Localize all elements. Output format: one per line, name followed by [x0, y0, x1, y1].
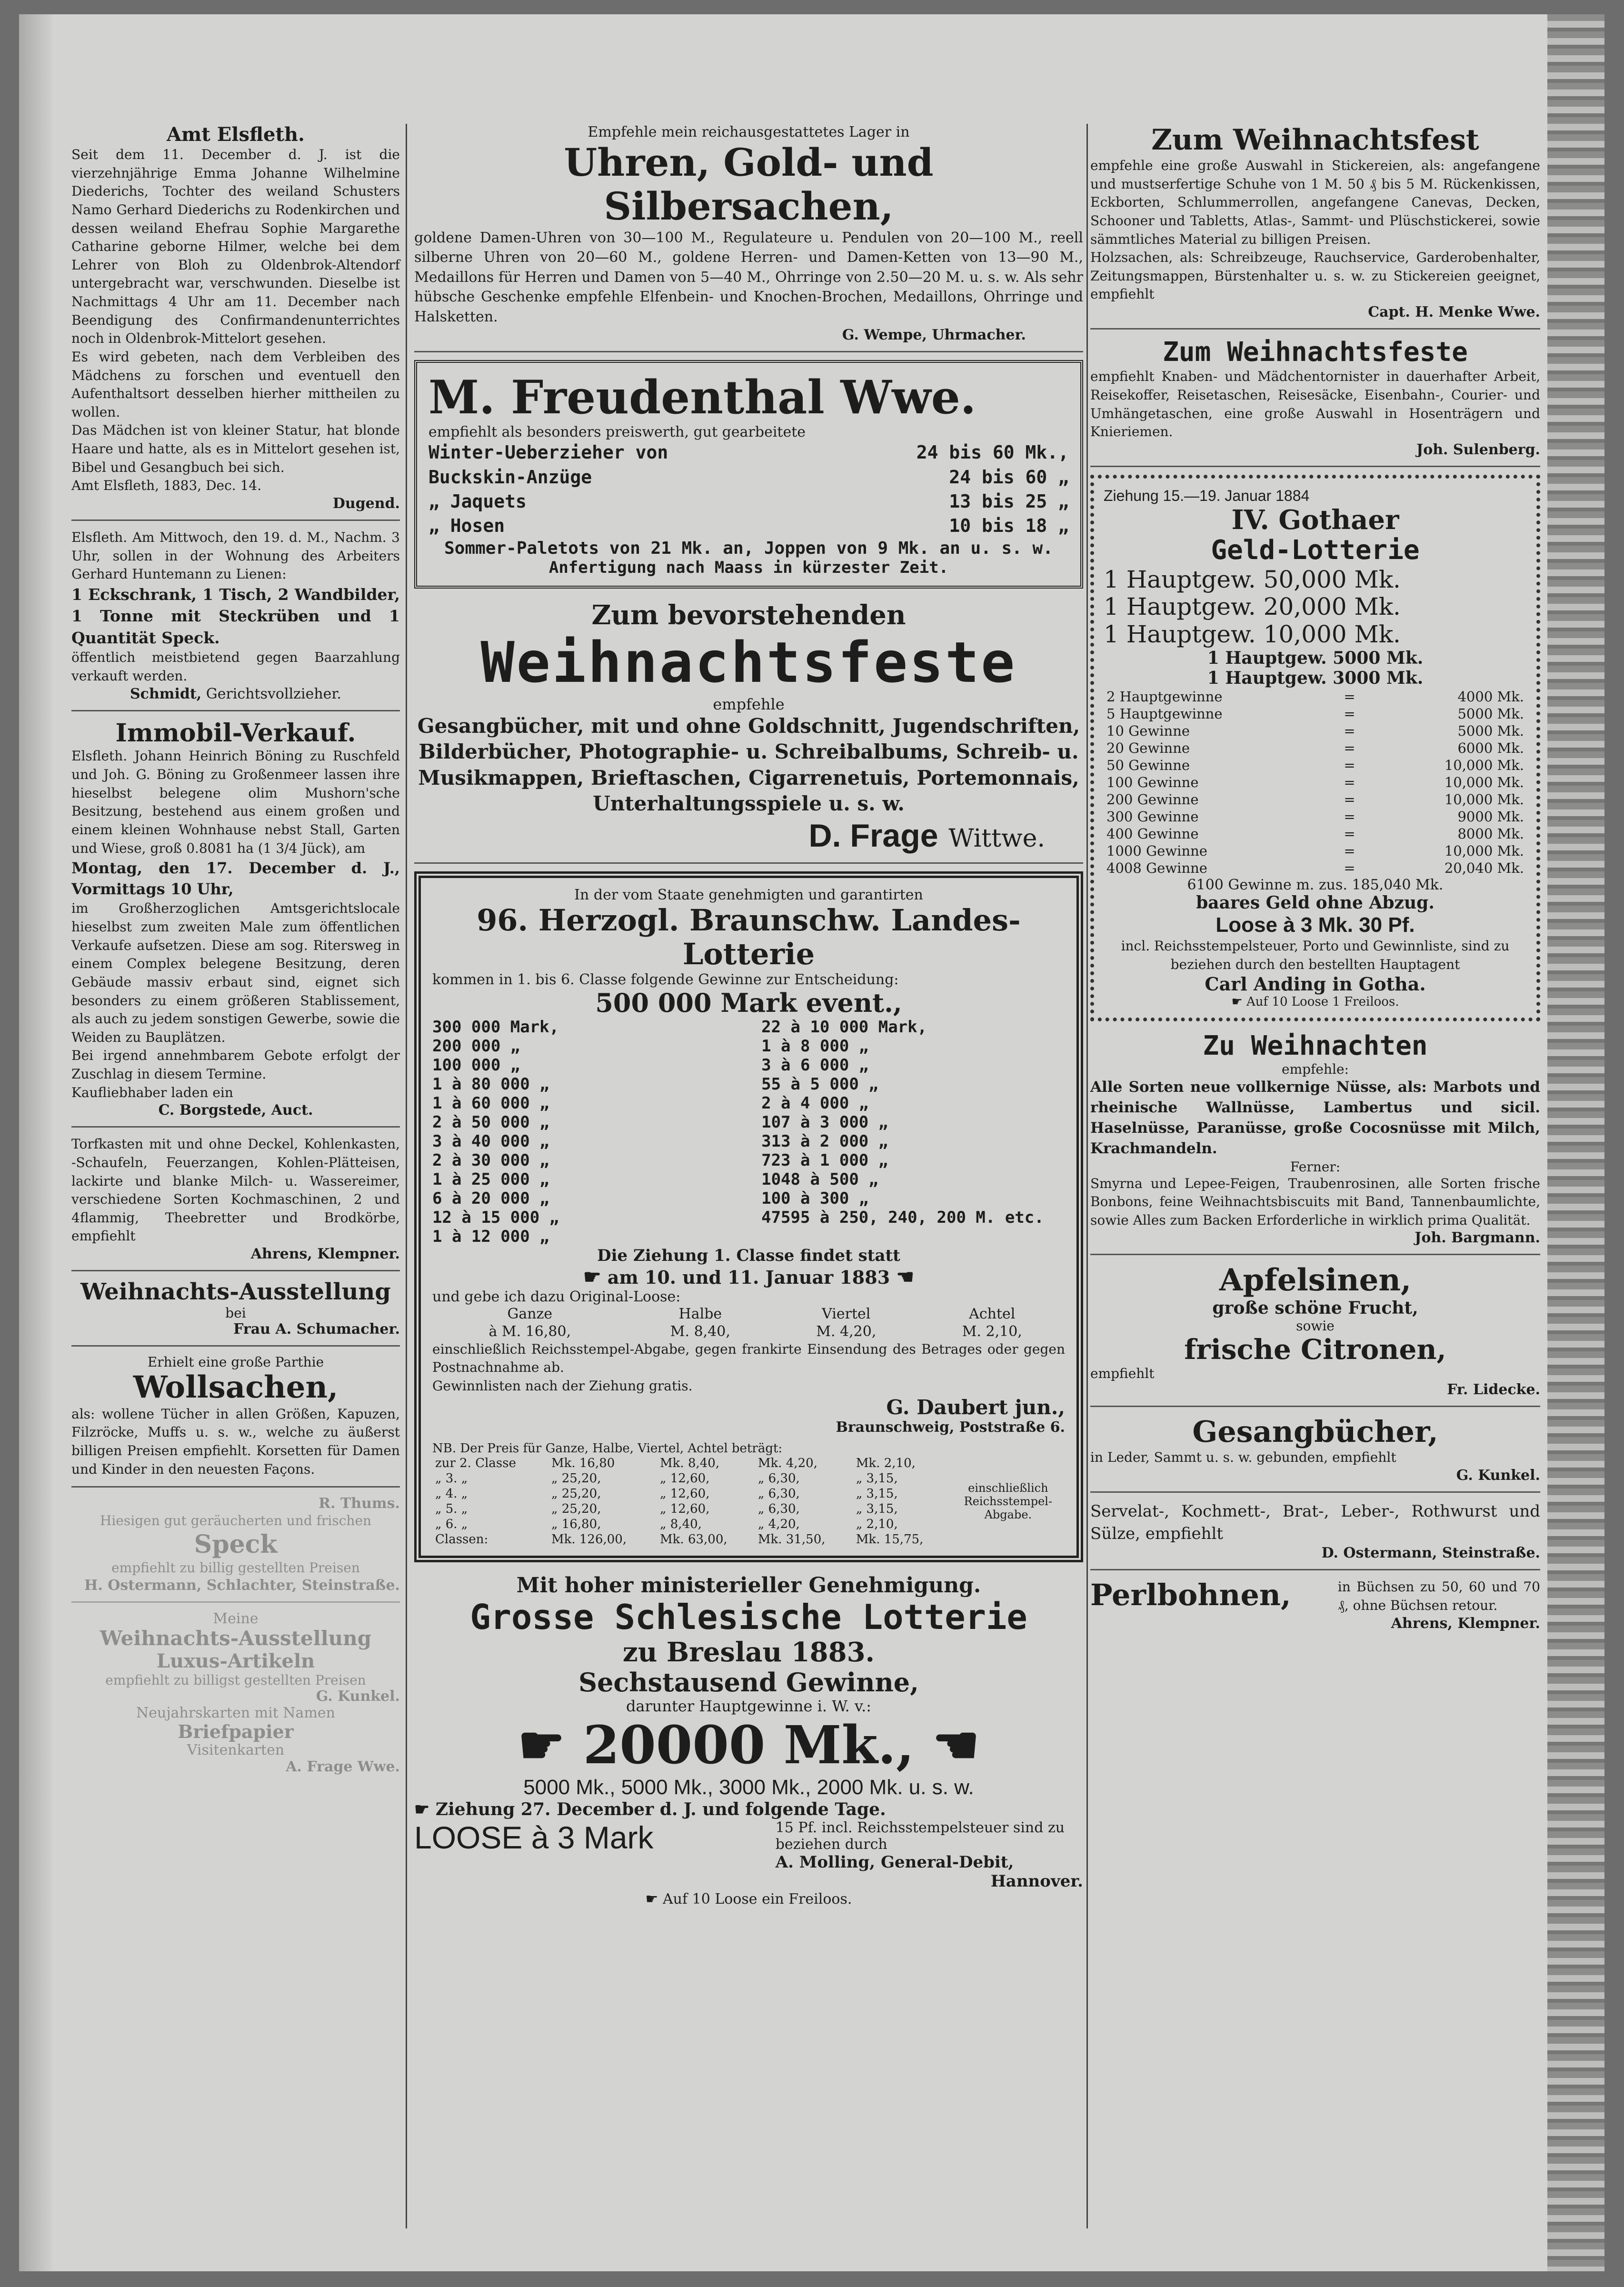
- ad-signature: Hannover.: [990, 1871, 1083, 1891]
- ad-text: Bei irgend annehmbarem Gebote erfolgt der Zuschlag in diesem Termine.: [71, 1048, 400, 1082]
- ad-heading: Weihnachtsfeste: [480, 629, 1017, 695]
- ad-text: Elsfleth. Am Mittwoch, den 19. d. M., Nachm. 3 Uhr, sollen in der Wohnung des Arbeiters Gerhard Huntemann zu Lienen:: [71, 529, 400, 582]
- prize-entry: 1 à 8 000 „: [761, 1036, 869, 1056]
- ad-heading: Wollsachen,: [133, 1369, 339, 1406]
- table-cell: „ 25,20,: [551, 1486, 601, 1501]
- ad-text: Meine: [213, 1610, 259, 1628]
- ad-freudenthal: [414, 360, 1083, 589]
- ad-text: Gewinnlisten nach der Ziehung gratis.: [432, 1378, 693, 1394]
- table-cell: 300 Gewinne: [1106, 809, 1199, 825]
- price-row: Winter-Ueberzieher von 24 bis 60 Mk.,: [428, 442, 1069, 463]
- table-cell: Mk. 31,50,: [757, 1532, 826, 1547]
- ad-sub: Ferner:: [1290, 1158, 1341, 1175]
- ad-heading: frische Citronen,: [1184, 1333, 1446, 1366]
- prize-entry: 1 à 80 000 „: [432, 1074, 549, 1094]
- ad-signature: Braunschweig, Poststraße 6.: [836, 1418, 1065, 1436]
- ad-watches-wempe: [414, 124, 1083, 352]
- ad-signature: G. Wempe, Uhrmacher.: [842, 326, 1026, 343]
- ad-wool-goods: [71, 1354, 400, 1488]
- prize-entry: 313 à 2 000 „: [761, 1131, 888, 1151]
- ad-braunschweig-lottery: [414, 871, 1083, 1562]
- ad-signature: A. Molling, General-Debit,: [775, 1852, 1014, 1872]
- hand-icon: ☛: [1231, 995, 1243, 1009]
- prize-entry: 1048 à 500 „: [761, 1169, 878, 1189]
- table-cell: =: [1344, 723, 1355, 739]
- prize-entry: 2 à 30 000 „: [432, 1150, 549, 1170]
- column-left: [71, 124, 400, 1790]
- main-prizes: [1104, 566, 1527, 649]
- table-cell: =: [1344, 809, 1355, 825]
- nb-line: NB. Der Preis für Ganze, Halbe, Viertel, Achtel beträgt:: [432, 1441, 783, 1456]
- prize-entry: 100 à 300 „: [761, 1188, 869, 1208]
- table-row: [1104, 791, 1527, 808]
- table-cell: 20 Gewinne: [1106, 740, 1190, 757]
- price-header: Achtel: [969, 1305, 1016, 1322]
- prize-entry: 12 à 15 000 „: [432, 1208, 559, 1227]
- table-note: einschließlich Reichsstempel-Abgabe.: [964, 1481, 1053, 1521]
- ad-sub: empfehle:: [1282, 1061, 1349, 1078]
- table-cell: =: [1344, 689, 1355, 705]
- ad-foot: ☛ Auf 10 Loose ein Freiloos.: [645, 1890, 852, 1907]
- ad-lead: Mit hoher ministerieller Genehmigung.: [516, 1573, 981, 1598]
- class-price-table: [432, 1456, 951, 1547]
- prize-entry: 22 à 10 000 Mark,: [761, 1017, 927, 1037]
- prize-entry: 1 à 60 000 „: [432, 1093, 549, 1113]
- ad-signature: Capt. H. Menke Wwe.: [1368, 304, 1540, 320]
- ad-silesian-lottery: [414, 1574, 1083, 1915]
- draw-date: ☛ am 10. und 11. Januar 1883 ☚: [583, 1265, 915, 1288]
- ad-signature: Joh. Bargmann.: [1415, 1229, 1540, 1247]
- table-cell: Classen:: [435, 1532, 488, 1547]
- ad-sub: zu Breslau 1883.: [622, 1636, 875, 1668]
- price-table: [432, 1305, 1065, 1340]
- ad-signature: Dugend.: [332, 495, 400, 512]
- table-cell: „ 6,30,: [757, 1471, 800, 1486]
- table-row: [1104, 859, 1527, 877]
- prize-entry: 107 à 3 000 „: [761, 1112, 888, 1132]
- ad-vendor: [776, 1819, 1083, 1891]
- table-cell: 4008 Gewinne: [1106, 860, 1207, 877]
- ad-text: darunter Hauptgewinne i. W. v.:: [626, 1697, 872, 1716]
- ad-heading: Perlbohnen,: [1090, 1578, 1291, 1613]
- ad-menke: [1090, 124, 1540, 330]
- ad-text: goldene Damen-Uhren von 30—100 M., Regulateure u. Pendulen von 20—100 M., reell silberne Uhren von 20—60 M., goldene Herren- und Damen-Ketten von 13—90 M., Medaillons für Herren und Damen von 5—40 M., Ohrringe von 2.50—20 M. u. s. w. Als sehr hübsche Geschenke empfehle Elfenbein- und Knochen-Brochen, Medaillons, Ohrringe und Halsketten.: [414, 230, 1083, 325]
- ad-text: Anfertigung nach Maass in kürzester Zeit.: [548, 558, 949, 577]
- ad-text: empfehle eine große Auswahl in Stickereien, als: angefangene und mustserfertige Schuhe von 1 M. 50 ₰ bis 5 M. Rückenkissen, Eckborten, Schlummerrollen, angefangene Canevas, Decken, Schooner und Tabletts, Atlas-, Sammt- und Plüschstickerei, sowie sämmtliches Material zu billigen Preisen.: [1090, 158, 1540, 247]
- table-cell: 200 Gewinne: [1106, 791, 1199, 808]
- ad-heading: Weihnachts-Ausstellung: [80, 1278, 391, 1306]
- ad-sub: Sechstausend Gewinne,: [578, 1667, 919, 1698]
- ad-signature: Fr. Lidecke.: [1447, 1381, 1540, 1398]
- ad-text: Holzsachen, als: Schreibzeuge, Rauchservice, Garderobenhalter, Zeitungsmappen, Bürstenhalter u. s. w. zu Stickereien geeignet, empfiehlt: [1090, 250, 1540, 302]
- ad-loose: LOOSE à 3 Mark: [414, 1819, 654, 1855]
- ad-text: sowie: [1296, 1318, 1335, 1334]
- ad-sub: kommen in 1. bis 6. Classe folgende Gewinne zur Entscheidung:: [432, 971, 899, 988]
- draw-line: Die Ziehung 1. Classe findet statt: [597, 1246, 900, 1265]
- table-cell: =: [1344, 740, 1355, 757]
- price-cell: M. 8,40,: [670, 1323, 730, 1340]
- table-cell: „ 25,20,: [551, 1471, 601, 1486]
- ad-lead: Zum bevorstehenden: [591, 599, 906, 631]
- table-cell: „ 3,15,: [856, 1501, 898, 1516]
- table-cell: 6000 Mk.: [1457, 740, 1524, 757]
- ad-signature: Frau A. Schumacher.: [233, 1321, 400, 1338]
- ad-text: 5000 Mk., 5000 Mk., 3000 Mk., 2000 Mk. u. s. w.: [523, 1775, 974, 1799]
- prize-entry: 1 à 12 000 „: [432, 1227, 549, 1246]
- ad-text: im Großherzoglichen Amtsgerichtslocale hieselbst zum zweiten Male zum öffentlichen Verkaufe aufsetzen. Diese am sog. Ritersweg in einem Complex belegene Besitzung, deren Gebäude massiv erbaut sind, eignet sich besonders zu einem größeren Stablissement, als auch zu jedem sonstigen Gewerbe, sowie die Weiden zu Bauplätzen.: [71, 900, 400, 1045]
- prize-table: [1104, 688, 1527, 877]
- main-prize: 1 Hauptgew. 20,000 Mk.: [1104, 593, 1401, 621]
- ad-signature: G. Kunkel.: [316, 1688, 400, 1705]
- table-row: [432, 1471, 951, 1486]
- column-rule-2: [1086, 124, 1088, 2228]
- ad-lead: Empfehle mein reichausgestattetes Lager in: [588, 124, 910, 140]
- ad-signature: Ahrens, Klempner.: [1391, 1615, 1540, 1632]
- price-list: [428, 440, 1069, 538]
- ad-signature: Ahrens, Klempner.: [250, 1246, 400, 1263]
- ad-bold-text: 1 Eckschrank, 1 Tisch, 2 Wandbilder, 1 Tonne mit Steckrüben und 1 Quantität Speck.: [71, 585, 400, 647]
- table-cell: „ 8,40,: [660, 1517, 702, 1531]
- table-cell: Mk. 126,00,: [551, 1532, 627, 1547]
- prize-list: [432, 1018, 1065, 1246]
- ad-text: Neujahrskarten mit Namen: [136, 1704, 335, 1721]
- ad-heading: Zum Weihnachtsfeste: [1163, 337, 1468, 368]
- price-row: „ Jaquets 13 bis 25 „: [428, 490, 1069, 512]
- table-cell: 10 Gewinne: [1106, 723, 1190, 739]
- price-header: Viertel: [822, 1305, 871, 1322]
- table-cell: =: [1344, 826, 1355, 842]
- ad-signature: R. Thums.: [319, 1495, 400, 1512]
- page-left-edge: [19, 14, 52, 2271]
- table-cell: „ 3. „: [435, 1471, 468, 1486]
- loose-line: [414, 1819, 1083, 1891]
- table-row: [1104, 722, 1527, 739]
- table-cell: Mk. 15,75,: [856, 1532, 924, 1547]
- ad-heading: M. Freudenthal Wwe.: [428, 370, 976, 424]
- prize-entry: 200 000 „: [432, 1036, 520, 1056]
- table-cell: =: [1344, 706, 1355, 722]
- ad-speck: [71, 1495, 400, 1603]
- table-cell: „ 4,20,: [757, 1517, 800, 1531]
- table-cell: 400 Gewinne: [1106, 826, 1199, 842]
- ad-sum: 6100 Gewinne m. zus. 185,040 Mk.: [1187, 877, 1444, 894]
- binding-edge: [1547, 14, 1604, 2271]
- ad-loose: Loose à 3 Mk. 30 Pf.: [1216, 913, 1415, 937]
- table-row: [432, 1486, 951, 1501]
- table-cell: 10,000 Mk.: [1444, 757, 1524, 774]
- ad-heading: Zu Weihnachten: [1203, 1030, 1428, 1062]
- ad-christmas-exhibition: [71, 1279, 400, 1347]
- hand-icon: ☚: [932, 1714, 980, 1776]
- column-right: [1090, 124, 1540, 1647]
- second-prize: 1 Hauptgew. 3000 Mk.: [1207, 668, 1424, 689]
- table-row: [1104, 808, 1527, 825]
- ad-heading: Immobil-Verkauf.: [115, 718, 356, 748]
- ad-missing-girl: [71, 124, 400, 521]
- ad-text: Smyrna und Lepee-Feigen, Traubenrosinen, alle Sorten frische Bonbons, feine Weihnachtsbiscuits mit Band, Tannenbaumlichte, sowie Alles zum Backen Erforderliche in wirklich prima Qualität.: [1090, 1175, 1540, 1228]
- ad-luxury-articles: [71, 1610, 400, 1783]
- ad-signature: G. Daubert jun.,: [886, 1395, 1065, 1419]
- ad-big: 500 000 Mark event.,: [595, 987, 902, 1018]
- ad-heading: Zum Weihnachtsfest: [1151, 123, 1479, 157]
- ad-text: Das Mädchen ist von kleiner Statur, hat blonde Haare und hatte, als es in Mittelort gesehen ist, Bibel und Gesangbuch bei sich.: [71, 422, 400, 475]
- table-cell: „ 12,60,: [660, 1471, 710, 1486]
- price-row: „ Hosen 10 bis 18 „: [428, 515, 1069, 537]
- ad-frage-books: [414, 600, 1083, 864]
- table-row: [432, 1501, 951, 1517]
- hand-icon: ☛: [583, 1265, 601, 1288]
- ad-text: Visitenkarten: [187, 1742, 285, 1759]
- ad-text: bei: [225, 1305, 246, 1321]
- ad-heading: Speck: [194, 1529, 278, 1559]
- ad-lidecke: [1090, 1263, 1540, 1407]
- ad-text: Gesangbücher, mit und ohne Goldschnitt, Jugendschriften, Bilderbücher, Photographie- u. Schreibalbums, Schreib- u. Musikmappen, Brieftaschen, Cigarrenetuis, Portemonnais, Unterhaltungsspiele u. s. w.: [417, 714, 1080, 816]
- table-cell: „ 12,60,: [660, 1486, 710, 1501]
- table-cell: Mk. 8,40,: [660, 1456, 720, 1470]
- ad-heading: Uhren, Gold- und Silbersachen,: [564, 140, 934, 229]
- ad-kunkel: [1090, 1415, 1540, 1493]
- draw-line: ☛ Ziehung 27. December d. J. und folgende Tage.: [414, 1799, 886, 1819]
- ad-text: baares Geld ohne Abzug.: [1196, 893, 1435, 913]
- second-prize: 1 Hauptgew. 5000 Mk.: [1207, 648, 1424, 669]
- ad-text: empfiehlt zu billigst gestellten Preisen: [105, 1672, 366, 1688]
- ad-signature: H. Ostermann, Schlachter, Steinstraße.: [84, 1577, 400, 1594]
- ad-text: als: wollene Tücher in allen Größen, Kapuzen, Filzröcke, Muffs u. s. w., welche zu äußerst billigen Preisen empfiehlt. Korsetten für Damen und Kinder in den neuesten Façons.: [71, 1406, 400, 1477]
- table-cell: „ 6,30,: [757, 1501, 800, 1516]
- ad-text: empfiehlt: [1090, 1365, 1155, 1381]
- table-cell: Mk. 4,20,: [757, 1456, 817, 1470]
- table-row: [432, 1456, 951, 1471]
- ad-text: einschließlich Reichsstempel-Abgabe, gegen frankirte Einsendung des Betrages oder gegen Postnachnahme ab.: [432, 1341, 1065, 1376]
- ad-heading: Luxus-Artikeln: [156, 1649, 315, 1672]
- table-cell: „ 4. „: [435, 1486, 468, 1501]
- table-cell: „ 6. „: [435, 1517, 468, 1531]
- prize-entry: 55 à 5 000 „: [761, 1074, 878, 1094]
- ad-heading: Apfelsinen,: [1219, 1262, 1412, 1298]
- price-header: Ganze: [507, 1305, 553, 1322]
- prize-entry: 300 000 Mark,: [432, 1017, 559, 1037]
- table-cell: „ 3,15,: [856, 1486, 898, 1501]
- table-row: [432, 1517, 951, 1532]
- ad-signature: A. Frage Wwe.: [286, 1758, 400, 1776]
- ad-gotha-lottery: [1090, 475, 1540, 1021]
- prize-entry: 3 à 40 000 „: [432, 1131, 549, 1151]
- ad-lead: In der vom Staate genehmigten und garantirten: [574, 886, 923, 903]
- price-row: Buckskin-Anzüge 24 bis 60 „: [428, 466, 1069, 488]
- perlbohnen-block: [1090, 1578, 1540, 1615]
- table-cell: „ 25,20,: [551, 1501, 601, 1516]
- ad-signature: C. Borgstede, Auct.: [158, 1102, 313, 1119]
- ad-text: incl. Reichsstempelsteuer, Porto und Gewinnliste, sind zu beziehen durch den bestellten Hauptagent: [1121, 938, 1510, 972]
- ad-text: Servelat-, Kochmett-, Brat-, Leber-, Rothwurst und Sülze, empfiehlt: [1090, 1501, 1540, 1543]
- table-cell: „ 16,80,: [551, 1517, 601, 1531]
- price-header: Halbe: [678, 1305, 722, 1322]
- table-cell: „ 3,15,: [856, 1471, 898, 1486]
- hand-icon: ☚: [896, 1265, 915, 1288]
- main-prize: 1 Hauptgew. 50,000 Mk.: [1104, 565, 1401, 593]
- main-prize: 1 Hauptgew. 10,000 Mk.: [1104, 620, 1401, 648]
- ad-sub: empfehle: [713, 695, 785, 713]
- ad-sub: große schöne Frucht,: [1212, 1298, 1418, 1318]
- table-cell: =: [1344, 757, 1355, 774]
- ad-text: Seit dem 11. December d. J. ist die vierzehnjährige Emma Johanne Wilhelmine Diederichs, Tochter des weiland Schusters Namo Gerhard Diederichs zu Rodenkirchen und dessen weiland Ehefrau Sophie Margarethe Catharine geborne Hilmer, welche bei dem Lehrer von Bloh zu Oldenbrok-Altendorf untergebracht war, verschwunden. Dieselbe ist Nachmittags 4 Uhr am 11. December nach Beendigung des Confirmandenunterrichtes noch in Oldenbrok-Mittelort gesehen.: [71, 147, 400, 347]
- ad-lead: Erhielt eine große Parthie: [147, 1354, 324, 1370]
- table-row: [1104, 842, 1527, 859]
- price-cell: à M. 16,80,: [488, 1323, 571, 1340]
- ad-lead: Ziehung 15.—19. Januar 1884: [1104, 487, 1310, 504]
- table-cell: 5 Hauptgewinne: [1106, 706, 1223, 722]
- table-row: [1104, 757, 1527, 774]
- table-cell: 50 Gewinne: [1106, 757, 1190, 774]
- prize-entry: 6 à 20 000 „: [432, 1188, 549, 1208]
- ad-text: empfiehlt Knaben- und Mädchentornister in dauerhafter Arbeit, Reisekoffer, Reisetaschen, Reisesäcke, Eisenbahn-, Courier- und Umhängetaschen, eine große Auswahl in Hosenträgern und Knieriemen.: [1090, 369, 1540, 440]
- table-row: [432, 1532, 951, 1547]
- ad-auction-elsfleth: [71, 529, 400, 711]
- ad-heading: Grosse Schlesische Lotterie: [470, 1597, 1027, 1638]
- table-cell: 1000 Gewinne: [1106, 843, 1207, 859]
- hand-icon: ☛: [645, 1890, 658, 1907]
- ad-text: Amt Elsfleth, 1883, Dec. 14.: [71, 478, 262, 494]
- ad-text: öffentlich meistbietend gegen Baarzahlung verkauft werden.: [71, 649, 400, 684]
- prize-column-left: [432, 1018, 736, 1246]
- ad-text: in Büchsen zu 50, 60 und 70 ₰, ohne Büchsen retour.: [1337, 1579, 1540, 1614]
- table-row: [1104, 774, 1527, 791]
- ad-text: Es wird gebeten, nach dem Verbleiben des Mädchens zu forschen und eventuell den Aufenthaltsort desselben hierher mittheilen zu wollen.: [71, 349, 400, 420]
- ad-text: 15 Pf. incl. Reichsstempelsteuer sind zu beziehen durch: [775, 1819, 1065, 1853]
- table-cell: zur 2. Classe: [435, 1456, 516, 1470]
- ad-bargmann: [1090, 1031, 1540, 1255]
- column-middle: [414, 124, 1083, 1923]
- ad-text: Alle Sorten neue vollkernige Nüsse, als: Marbots und rheinische Wallnüsse, Lambertus und sicil. Haselnüsse, Paranüsse, große Cocosnüsse mit Milch, Krachmandeln.: [1090, 1079, 1540, 1157]
- ad-big: ☛ 20000 Mk., ☚: [518, 1714, 980, 1776]
- ad-heading: IV. Gothaer: [1231, 504, 1399, 536]
- table-cell: Mk. 2,10,: [856, 1456, 916, 1470]
- prize-entry: 47595 à 250, 240, 200 M. etc.: [761, 1208, 1044, 1227]
- table-cell: Mk. 63,00,: [660, 1532, 727, 1547]
- table-cell: „ 5. „: [435, 1501, 468, 1516]
- ad-signature: D. Ostermann, Steinstraße.: [1321, 1545, 1540, 1562]
- second-prizes: [1104, 648, 1527, 688]
- ad-sulenberg: [1090, 337, 1540, 467]
- ad-signature: D. Frage Wittwe.: [808, 817, 1045, 854]
- table-cell: =: [1344, 791, 1355, 808]
- ad-perlbohnen: [1090, 1578, 1540, 1639]
- ad-heading: Amt Elsfleth.: [167, 123, 305, 146]
- table-cell: „ 6,30,: [757, 1486, 800, 1501]
- table-cell: 5000 Mk.: [1457, 723, 1524, 739]
- hand-icon: ☛: [414, 1799, 430, 1819]
- table-cell: 2 Hauptgewinne: [1106, 689, 1223, 705]
- table-cell: =: [1344, 843, 1355, 859]
- table-cell: 8000 Mk.: [1457, 826, 1524, 842]
- table-cell: =: [1344, 860, 1355, 877]
- table-cell: 20,040 Mk.: [1444, 860, 1524, 877]
- table-cell: 9000 Mk.: [1457, 809, 1524, 825]
- price-cell: M. 4,20,: [816, 1323, 877, 1340]
- ad-date: Montag, den 17. December d. J., Vormittags 10 Uhr,: [71, 859, 400, 899]
- ad-foot: ☛ Auf 10 Loose 1 Freiloos.: [1231, 995, 1399, 1009]
- ad-ostermann: [1090, 1500, 1540, 1571]
- ad-text: Elsfleth. Johann Heinrich Böning zu Ruschfeld und Joh. G. Böning zu Großenmeer lassen ihre hieselbst belegene olim Mushorn'sche Besitzung, bestehend aus einem großen und einem kleinen Wohnhause nebst Stall, Garten und Wiese, groß 0.8081 ha (1 3/4 Jück), am: [71, 748, 400, 856]
- column-rule-1: [406, 124, 407, 2228]
- ad-heading: Geld-Lotterie: [1211, 535, 1420, 566]
- ad-text: Sommer-Paletots von 21 Mk. an, Joppen von 9 Mk. an u. s. w.: [444, 538, 1053, 558]
- ad-tinware: [71, 1135, 400, 1271]
- ad-heading: Briefpapier: [178, 1720, 294, 1742]
- prize-column-right: [761, 1018, 1065, 1246]
- class-table-wrap: [432, 1456, 1065, 1547]
- ad-text: und gebe ich dazu Original-Loose:: [432, 1288, 681, 1305]
- prize-entry: 723 à 1 000 „: [761, 1150, 888, 1170]
- table-cell: Mk. 16,80: [551, 1456, 615, 1470]
- ad-text: empfiehlt zu billig gestellten Preisen: [111, 1559, 360, 1576]
- table-row: [1104, 739, 1527, 757]
- table-cell: 10,000 Mk.: [1444, 843, 1524, 859]
- table-cell: 10,000 Mk.: [1444, 791, 1524, 808]
- table-cell: 10,000 Mk.: [1444, 774, 1524, 791]
- ad-text: Torfkasten mit und ohne Deckel, Kohlenkasten, -Schaufeln, Feuerzangen, Kohlen-Plätteisen, lackirte und blanke Milch- u. Wassereimer, verschiedene Sorten Kochmaschinen, 2 und 4flammig, Theebretter und Brodkörbe, empfiehlt: [71, 1136, 400, 1244]
- table-cell: 4000 Mk.: [1457, 689, 1524, 705]
- ad-text: in Leder, Sammt u. s. w. gebunden, empfiehlt: [1090, 1449, 1396, 1465]
- table-row: [1104, 688, 1527, 705]
- prize-entry: 3 à 6 000 „: [761, 1055, 869, 1075]
- table-cell: 5000 Mk.: [1457, 706, 1524, 722]
- hand-icon: ☛: [518, 1714, 565, 1776]
- prize-entry: 100 000 „: [432, 1055, 520, 1075]
- price-cell: M. 2,10,: [962, 1323, 1022, 1340]
- prize-entry: 2 à 4 000 „: [761, 1093, 869, 1113]
- table-row: [1104, 705, 1527, 722]
- ad-property-sale: [71, 719, 400, 1128]
- prize-entry: 1 à 25 000 „: [432, 1169, 549, 1189]
- prize-entry: 2 à 50 000 „: [432, 1112, 549, 1132]
- table-cell: „ 2,10,: [856, 1517, 898, 1531]
- ad-text: Hiesigen gut geräucherten und frischen: [100, 1513, 372, 1529]
- ad-lead: empfiehlt als besonders preiswerth, gut gearbeitete: [428, 424, 806, 441]
- ad-text: Kaufliebhaber laden ein: [71, 1084, 233, 1100]
- table-cell: „ 12,60,: [660, 1501, 710, 1516]
- ad-heading: 96. Herzogl. Braunschw. Landes-Lotterie: [477, 902, 1021, 972]
- ad-heading: Gesangbücher,: [1192, 1414, 1438, 1449]
- ad-signature: Carl Anding in Gotha.: [1205, 973, 1426, 995]
- ad-signature: Schmidt, Gerichtsvollzieher.: [130, 685, 341, 702]
- table-cell: 100 Gewinne: [1106, 774, 1199, 791]
- ad-signature: Joh. Sulenberg.: [1416, 441, 1540, 458]
- table-row: [1104, 825, 1527, 842]
- table-cell: =: [1344, 774, 1355, 791]
- ad-signature: G. Kunkel.: [1456, 1467, 1540, 1484]
- ad-heading: Weihnachts-Ausstellung: [100, 1627, 372, 1650]
